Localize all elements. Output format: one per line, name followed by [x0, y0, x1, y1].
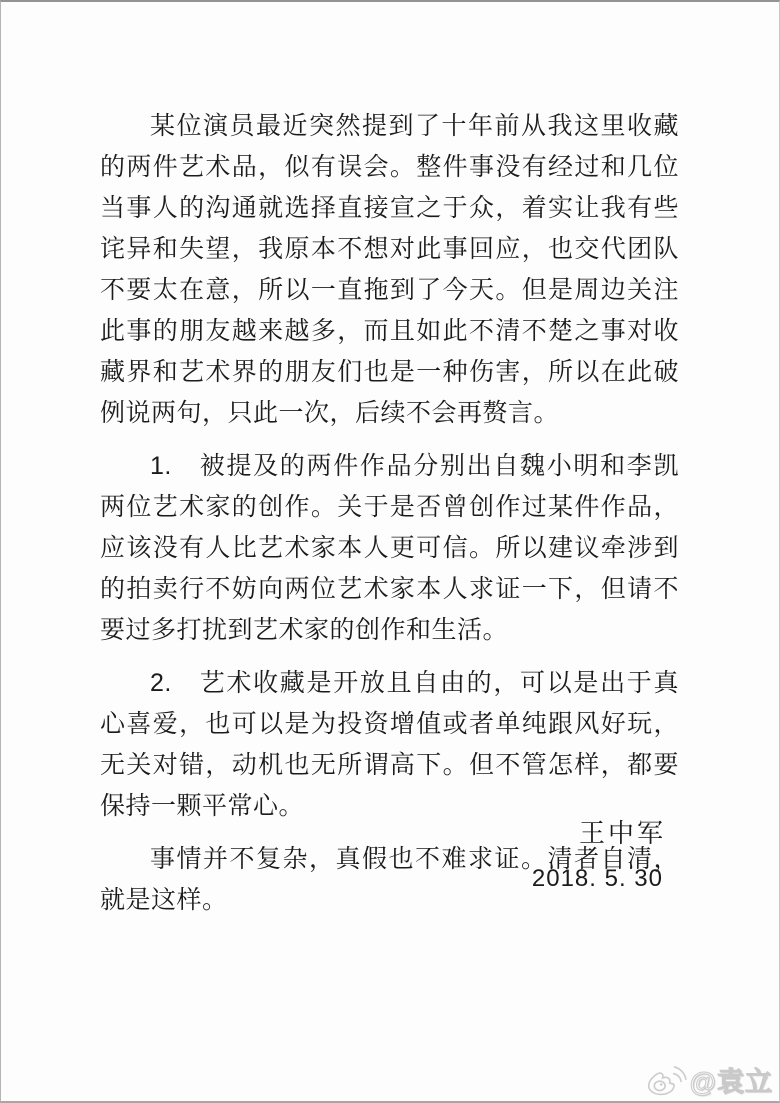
watermark-handle: @袁立 — [689, 1067, 773, 1097]
paragraph-point-1: 1. 被提及的两件作品分别出自魏小明和李凯两位艺术家的创作。关于是否曾创作过某件作品，应该没有人比艺术家本人更可信。所以建议牵涉到的拍卖行不妨向两位艺术家本人求证一下，但请不要过多打扰到艺术家的创作和生活。 — [100, 452, 679, 644]
signature-name: 王中军 — [578, 818, 666, 848]
weibo-watermark — [645, 1060, 773, 1099]
signature-date: 2018. 5. 30 — [531, 865, 663, 892]
paragraph-intro: 某位演员最近突然提到了十年前从我这里收藏的两件艺术品，似有误会。整件事没有经过和几位当事人的沟通就选择直接宣之于众，着实让我有些诧异和失望，我原本不想对此事回应，也交代团队不要太在意，所以一直拖到了今天。但是周边关注此事的朋友越来越多，而且如此不清不楚之事对收藏界和艺术界的朋友们也是一种伤害，所以在此破例说两句，只此一次，后续不会再赘言。 — [100, 112, 679, 427]
paragraph-closing: 事情并不复杂，真假也不难求证。清者自清，就是这样。 — [100, 845, 679, 914]
paragraph-point-2: 2. 艺术收藏是开放且自由的，可以是出于真心喜爱，也可以是为投资增值或者单纯跟风好玩，无关对错，动机也无所谓高下。但不管怎样，都要保持一颗平常心。 — [100, 669, 679, 820]
weibo-logo-icon — [645, 1062, 687, 1098]
statement-body — [100, 106, 679, 921]
